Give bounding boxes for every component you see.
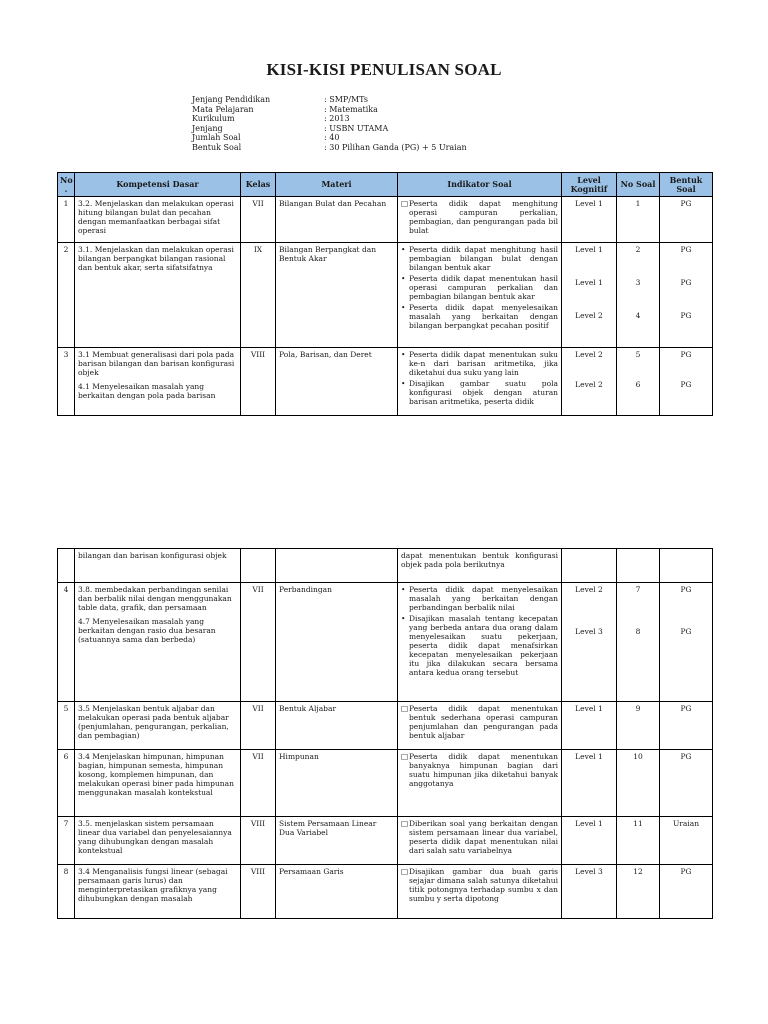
bentuk-soal-value: PG: [680, 199, 692, 208]
level-kognitif-value: Level 1: [575, 199, 603, 208]
no-soal-value: 3: [635, 278, 641, 287]
indikator-text: Peserta didik dapat menentukan banyaknya himpunan bagian dari suatu himpunan jika diketahui banyak anggotanya: [409, 752, 558, 788]
materi-cell: Bentuk Aljabar: [276, 702, 398, 750]
kompetensi-dasar-text: 3.1 Membuat generalisasi dari pola pada barisan bilangan dan barisan konfigurasi objek: [78, 350, 235, 377]
meta-value: : Matematika: [324, 104, 378, 114]
bentuk-soal-cell: [660, 583, 713, 702]
meta-row: [192, 95, 467, 105]
kelas-cell: VII: [241, 583, 276, 702]
bullet-icon: •: [401, 614, 406, 623]
indikator-text: Peserta didik dapat menentukan hasil operasi campuran perkalian dan pembagian bilangan bentuk akar: [409, 274, 558, 301]
indikator-soal-cell: [398, 583, 562, 702]
table-row: [58, 817, 713, 865]
meta-row: [192, 114, 467, 124]
bullet-icon: •: [401, 585, 406, 594]
indikator-text: Peserta didik dapat menghitung hasil pembagian bilangan bulat dengan bilangan bentuk akar: [409, 245, 558, 272]
meta-row: [192, 133, 467, 143]
meta-value: : 30 Pilihan Ganda (PG) + 5 Uraian: [324, 142, 467, 152]
row-number: 3: [58, 348, 75, 416]
row-number: 4: [58, 583, 75, 702]
no-soal-cell: [617, 197, 660, 243]
indikator-text: Peserta didik dapat menyelesaikan masalah yang berkaitan dengan perbandingan berbalik nilai: [409, 585, 558, 612]
bentuk-soal-value: PG: [680, 867, 692, 876]
bentuk-soal-cell: [660, 243, 713, 348]
materi-cell: Perbandingan: [276, 583, 398, 702]
kompetensi-dasar-cell: [75, 197, 241, 243]
meta-label: Jenjang: [192, 123, 223, 133]
kompetensi-dasar-cell: [75, 750, 241, 817]
indikator-item: [401, 867, 558, 903]
no-soal-value: 2: [635, 245, 641, 254]
indikator-item: [401, 614, 558, 677]
row-number: 2: [58, 243, 75, 348]
level-kognitif-cell: [562, 549, 617, 583]
indikator-item: [401, 752, 558, 788]
no-soal-value: 7: [635, 585, 641, 594]
bentuk-soal-cell: [660, 817, 713, 865]
level-kognitif-value: Level 1: [575, 704, 603, 713]
level-kognitif-value: Level 1: [575, 819, 603, 828]
bentuk-soal-cell: [660, 865, 713, 919]
level-kognitif-value: Level 2: [575, 585, 603, 594]
header-bentuk-soal: Bentuk Soal: [660, 173, 713, 197]
kelas-cell: VIII: [241, 817, 276, 865]
level-kognitif-value: Level 3: [575, 867, 603, 876]
indikator-soal-cell: [398, 702, 562, 750]
no-soal-value: 4: [635, 311, 641, 320]
no-soal-cell: [617, 817, 660, 865]
meta-row: [192, 124, 467, 134]
materi-cell: Pola, Barisan, dan Deret: [276, 348, 398, 416]
meta-row: [192, 143, 467, 153]
no-soal-value: 6: [635, 380, 641, 389]
level-kognitif-value: Level 1: [575, 245, 603, 254]
bullet-icon: •: [401, 303, 406, 312]
bentuk-soal-value: PG: [680, 704, 692, 713]
kompetensi-dasar-cell: [75, 702, 241, 750]
level-kognitif-value: Level 2: [575, 380, 603, 389]
kompetensi-dasar-text: 3.4 Menganalisis fungsi linear (sebagai persamaan garis lurus) dan menginterpretasikan grafiknya yang dihubungkan dengan masalah: [78, 867, 228, 903]
materi-cell: Sistem Persamaan Linear Dua Variabel: [276, 817, 398, 865]
document-title: KISI-KISI PENULISAN SOAL: [266, 60, 502, 79]
kelas-cell: VII: [241, 197, 276, 243]
indikator-item: [401, 704, 558, 740]
bentuk-soal-cell: [660, 348, 713, 416]
bullet-icon: •: [401, 379, 406, 388]
level-kognitif-value: Level 2: [575, 350, 603, 359]
bentuk-soal-value: PG: [680, 350, 692, 359]
meta-row: [192, 105, 467, 115]
table-row: [58, 702, 713, 750]
bentuk-soal-cell: [660, 750, 713, 817]
no-soal-value: 10: [633, 752, 643, 761]
kompetensi-dasar-cell: [75, 583, 241, 702]
indikator-item: [401, 350, 558, 377]
kompetensi-dasar-text: bilangan dan barisan konfigurasi objek: [78, 551, 227, 560]
table-row: [58, 583, 713, 702]
no-soal-cell: [617, 702, 660, 750]
no-soal-value: 9: [635, 704, 641, 713]
table-row: [58, 243, 713, 348]
checkbox-icon: □: [401, 819, 409, 828]
indikator-text: Peserta didik dapat menentukan bentuk sederhana operasi campuran penjumlahan dan pengurangan pada bentuk aljabar: [409, 704, 558, 740]
meta-label: Kurikulum: [192, 114, 235, 124]
checkbox-icon: □: [401, 199, 409, 208]
kelas-cell: VIII: [241, 865, 276, 919]
kisi-kisi-table-page-2: [57, 548, 713, 919]
level-kognitif-cell: [562, 702, 617, 750]
indikator-soal-cell: [398, 750, 562, 817]
header-indikator-soal: Indikator Soal: [398, 173, 562, 197]
bentuk-soal-value: PG: [680, 278, 692, 287]
kelas-cell: VII: [241, 702, 276, 750]
bentuk-soal-value: PG: [680, 245, 692, 254]
no-soal-cell: [617, 865, 660, 919]
level-kognitif-cell: [562, 348, 617, 416]
materi-cell: [276, 549, 398, 583]
meta-label: Jumlah Soal: [192, 133, 241, 143]
level-kognitif-cell: [562, 583, 617, 702]
indikator-text: Disajikan masalah tentang kecepatan yang berbeda antara dua orang dalam menyelesaikan suatu pekerjaan, peserta didik dapat menafsirkan kecepatan menyelesaikan pekerjaan itu jika dilakukan secara bersama antara kedua orang tersebut: [409, 614, 558, 677]
indikator-text: Diberikan soal yang berkaitan dengan sistem persamaan linear dua variabel, peserta didik dapat menentukan nilai dari salah satu variabelnya: [409, 819, 558, 855]
level-kognitif-cell: [562, 817, 617, 865]
row-number: 7: [58, 817, 75, 865]
kompetensi-dasar-cell: [75, 865, 241, 919]
bullet-icon: •: [401, 274, 406, 283]
meta-label: Mata Pelajaran: [192, 104, 254, 114]
indikator-text: Peserta didik dapat menghitung operasi campuran perkalian, pembagian, dan pengurangan pada bil bulat: [409, 199, 558, 235]
indikator-text: Peserta didik dapat menyelesaikan masalah yang berkaitan dengan bilangan berpangkat pecahan positif: [409, 303, 558, 330]
no-soal-cell: [617, 750, 660, 817]
bentuk-soal-value: PG: [680, 752, 692, 761]
level-kognitif-cell: [562, 243, 617, 348]
materi-cell: Persamaan Garis: [276, 865, 398, 919]
indikator-item: [401, 379, 558, 406]
indikator-soal-cell: [398, 549, 562, 583]
header-materi: Materi: [276, 173, 398, 197]
row-number: 6: [58, 750, 75, 817]
bentuk-soal-value: PG: [680, 627, 692, 636]
bentuk-soal-value: Uraian: [672, 819, 700, 828]
checkbox-icon: □: [401, 752, 409, 761]
kelas-cell: VIII: [241, 348, 276, 416]
no-soal-value: 1: [635, 199, 641, 208]
table-row: [58, 348, 713, 416]
header-no: No .: [58, 173, 75, 197]
materi-cell: Bilangan Bulat dan Pecahan: [276, 197, 398, 243]
no-soal-value: 11: [633, 819, 643, 828]
kisi-kisi-table-page-1: [57, 172, 713, 416]
bentuk-soal-value: PG: [680, 380, 692, 389]
row-number: [58, 549, 75, 583]
meta-value: : 2013: [324, 114, 350, 124]
level-kognitif-value: Level 2: [575, 311, 603, 320]
kompetensi-dasar-cell: [75, 348, 241, 416]
indikator-soal-cell: [398, 817, 562, 865]
no-soal-cell: [617, 583, 660, 702]
level-kognitif-value: Level 3: [575, 627, 603, 636]
indikator-item: [401, 819, 558, 855]
kompetensi-dasar-text: 3.5 Menjelaskan bentuk aljabar dan melakukan operasi pada bentuk aljabar (penjumlahan, pengurangan, perkalian, dan pembagian): [78, 704, 229, 740]
kompetensi-dasar-cell: [75, 817, 241, 865]
meta-label: Bentuk Soal: [192, 142, 242, 152]
materi-cell: Bilangan Berpangkat dan Bentuk Akar: [276, 243, 398, 348]
level-kognitif-value: Level 1: [575, 752, 603, 761]
kompetensi-dasar-text: 3.5. menjelaskan sistem persamaan linear dua variabel dan penyelesaiannya yang dihubungkan dengan masalah kontekstual: [78, 819, 232, 855]
level-kognitif-cell: [562, 197, 617, 243]
indikator-item: [401, 274, 558, 301]
checkbox-icon: □: [401, 867, 409, 876]
document-meta: [192, 95, 467, 153]
indikator-text: Disajikan gambar suatu pola konfigurasi objek dengan aturan barisan aritmetika, peserta didik: [409, 379, 558, 406]
kompetensi-dasar-cell: [75, 549, 241, 583]
kelas-cell: IX: [241, 243, 276, 348]
no-soal-cell: [617, 348, 660, 416]
level-kognitif-cell: [562, 750, 617, 817]
meta-label: Jenjang Pendidikan: [192, 95, 271, 104]
no-soal-value: 8: [635, 627, 641, 636]
kompetensi-dasar-text: 4.7 Menyelesaikan masalah yang berkaitan dengan rasio dua besaran (satuannya sama dan berbeda): [78, 617, 216, 644]
kompetensi-dasar-text: 3.2. Menjelaskan dan melakukan operasi hitung bilangan bulat dan pecahan dengan memanfaatkan berbagai sifat operasi: [78, 199, 234, 235]
kompetensi-dasar-text: 3.1. Menjelaskan dan melakukan operasi bilangan berpangkat bilangan rasional dan bentuk akar, serta sifatsifatnya: [78, 245, 234, 272]
no-soal-value: 12: [633, 867, 643, 876]
meta-value: : 40: [324, 133, 340, 143]
indikator-text: Peserta didik dapat menentukan suku ke-n dari barisan aritmetika, jika diketahui dua suku yang lain: [409, 350, 558, 377]
header-no-soal: No Soal: [617, 173, 660, 197]
bentuk-soal-cell: [660, 197, 713, 243]
table-row: [58, 750, 713, 817]
kompetensi-dasar-text: 4.1 Menyelesaikan masalah yang berkaitan dengan pola pada barisan: [78, 382, 216, 400]
indikator-text: dapat menentukan bentuk konfigurasi objek pada pola berikutnya: [401, 551, 558, 569]
indikator-item: [401, 199, 558, 235]
level-kognitif-cell: [562, 865, 617, 919]
checkbox-icon: □: [401, 704, 409, 713]
bentuk-soal-value: PG: [680, 311, 692, 320]
no-soal-cell: [617, 243, 660, 348]
bentuk-soal-cell: [660, 549, 713, 583]
indikator-soal-cell: [398, 197, 562, 243]
indikator-soal-cell: [398, 348, 562, 416]
row-number: 5: [58, 702, 75, 750]
kompetensi-dasar-cell: [75, 243, 241, 348]
materi-cell: Himpunan: [276, 750, 398, 817]
indikator-soal-cell: [398, 243, 562, 348]
header-kompetensi-dasar: Kompetensi Dasar: [75, 173, 241, 197]
table-row: [58, 865, 713, 919]
meta-value: : USBN UTAMA: [324, 123, 389, 133]
bentuk-soal-value: PG: [680, 585, 692, 594]
header-kelas: Kelas: [241, 173, 276, 197]
row-number: 1: [58, 197, 75, 243]
table-row: [58, 197, 713, 243]
no-soal-value: 5: [635, 350, 641, 359]
indikator-text: Disajikan gambar dua buah garis sejajar dimana salah satunya diketahui titik potongnya terhadap sumbu x dan sumbu y serta dipotong: [409, 867, 558, 903]
bullet-icon: •: [401, 350, 406, 359]
indikator-item: [401, 245, 558, 272]
indikator-item: [401, 303, 558, 330]
level-kognitif-value: Level 1: [575, 278, 603, 287]
indikator-item: [401, 551, 558, 569]
meta-value: : SMP/MTs: [324, 95, 369, 104]
kelas-cell: VII: [241, 750, 276, 817]
no-soal-cell: [617, 549, 660, 583]
bullet-icon: •: [401, 245, 406, 254]
kelas-cell: [241, 549, 276, 583]
indikator-item: [401, 585, 558, 612]
kompetensi-dasar-text: 3.8. membedakan perbandingan senilai dan berbalik nilai dengan menggunakan table data, grafik, dan persamaan: [78, 585, 232, 612]
row-number: 8: [58, 865, 75, 919]
bentuk-soal-cell: [660, 702, 713, 750]
table-row: [58, 549, 713, 583]
indikator-soal-cell: [398, 865, 562, 919]
kompetensi-dasar-text: 3.4 Menjelaskan himpunan, himpunan bagian, himpunan semesta, himpunan kosong, komplemen himpunan, dan melakukan operasi biner pada himpunan menggunakan masalah kontekstual: [78, 752, 234, 797]
header-level-kognitif: Level Kognitif: [562, 173, 617, 197]
